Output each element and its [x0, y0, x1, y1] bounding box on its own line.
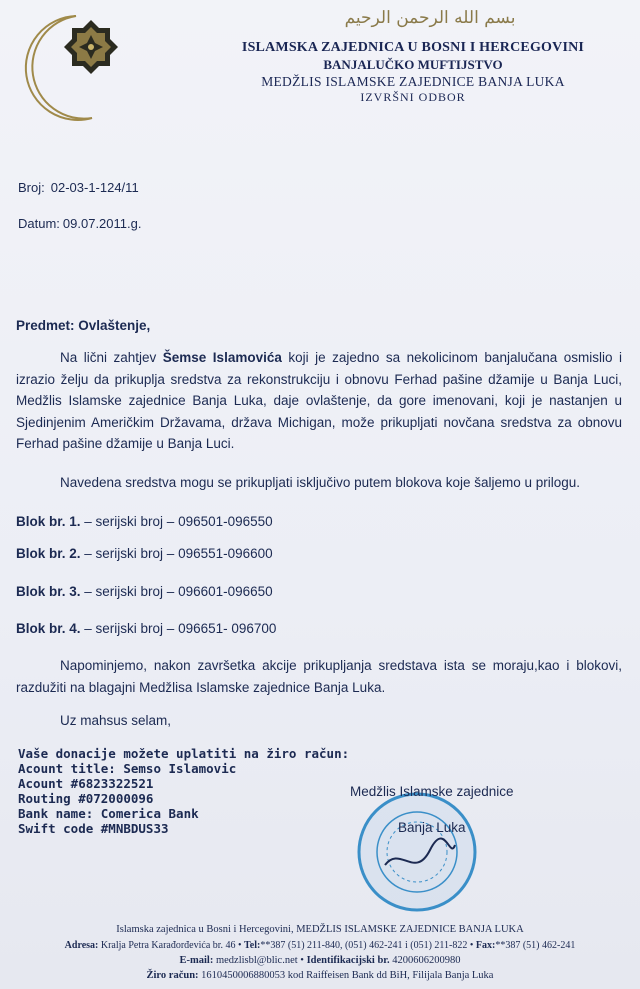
paragraph-authorization: Na lični zahtjev Šemse Islamovića koji je zajedno sa nekolicinom banjalučana osmislio i izrazio želju da prikuplja sredstva za rekonstrukciju i obnovu Ferhad pašine džamije u Banja Luci, Medžlis Islamske zajednice Banja Luka, daje ovlaštenje, da gore imenovani, koji je nastanjen u Sjedinjenim Američkim Državama, država Michigan, može prikupljati novčana sredstva za obnovu Ferhad pašine džamije u Banja Luci.	[16, 350, 622, 451]
reference-number: Broj: 02-03-1-124/11	[18, 180, 139, 195]
org-name: ISLAMSKA ZAJEDNICA U BOSNI I HERCEGOVINI	[241, 40, 585, 55]
signature-city: Banja Luka	[398, 820, 466, 835]
footer-contact: Adresa: Kralja Petra Karađorđevića br. 46 • Tel:**387 (51) 211-840, (051) 462-241 i (051) 211-822 • Fax:**387 (51) 462-241	[64, 940, 576, 951]
block-item: Blok br. 2. – serijski broj – 096551-096600	[16, 546, 273, 561]
mosque-emblem-icon	[62, 18, 120, 76]
official-stamp	[355, 790, 480, 915]
footer-bank: Žiro račun: 1610450006880053 kod Raiffeisen Bank dd BiH, Filijala Banja Luka	[146, 970, 494, 981]
footer-email: E-mail: medzlisbl@blic.net • Identifikacijski br. 4200606200980	[179, 955, 461, 966]
muftiate-name: BANJALUČKO MUFTIJSTVO	[323, 57, 503, 72]
basmala: بسم الله الرحمن الرحيم	[344, 8, 516, 28]
council-name: MEDŽLIS ISLAMSKE ZAJEDNICE BANJA LUKA	[261, 74, 565, 89]
subject-line: Predmet: Ovlaštenje,	[16, 318, 151, 333]
block-item: Blok br. 3. – serijski broj – 096601-096650	[16, 584, 273, 599]
donation-details: Vaše donacije možete uplatiti na žiro račun: Acount title: Semso Islamovic Acount #6823322521 Routing #072000096 Bank name: Comerica Bank Swift code #MNBDUS33	[18, 746, 350, 836]
board-name: IZVRŠNI ODBOR	[360, 90, 466, 104]
closing-salutation: Uz mahsus selam,	[60, 713, 172, 728]
footer-org: Islamska zajednica u Bosni i Hercegovini, MEDŽLIS ISLAMSKE ZAJEDNICE BANJA LUKA	[116, 924, 524, 935]
block-item: Blok br. 1. – serijski broj – 096501-096550	[16, 514, 273, 529]
document-date: Datum: 09.07.2011.g.	[18, 216, 142, 231]
paragraph-blocks-intro: Navedena sredstva mogu se prikupljati isključivo putem blokova koje šaljemo u prilogu.	[60, 475, 581, 490]
signature-council: Medžlis Islamske zajednice	[350, 784, 514, 799]
block-item: Blok br. 4. – serijski broj – 096651- 096700	[16, 621, 277, 636]
paragraph-note: Napominjemo, nakon završetka akcije prikupljanja sredstava ista se moraju,kao i blokovi, razdužiti na blagajni Medžlisa Islamske zajednice Banja Luka.	[16, 658, 622, 695]
